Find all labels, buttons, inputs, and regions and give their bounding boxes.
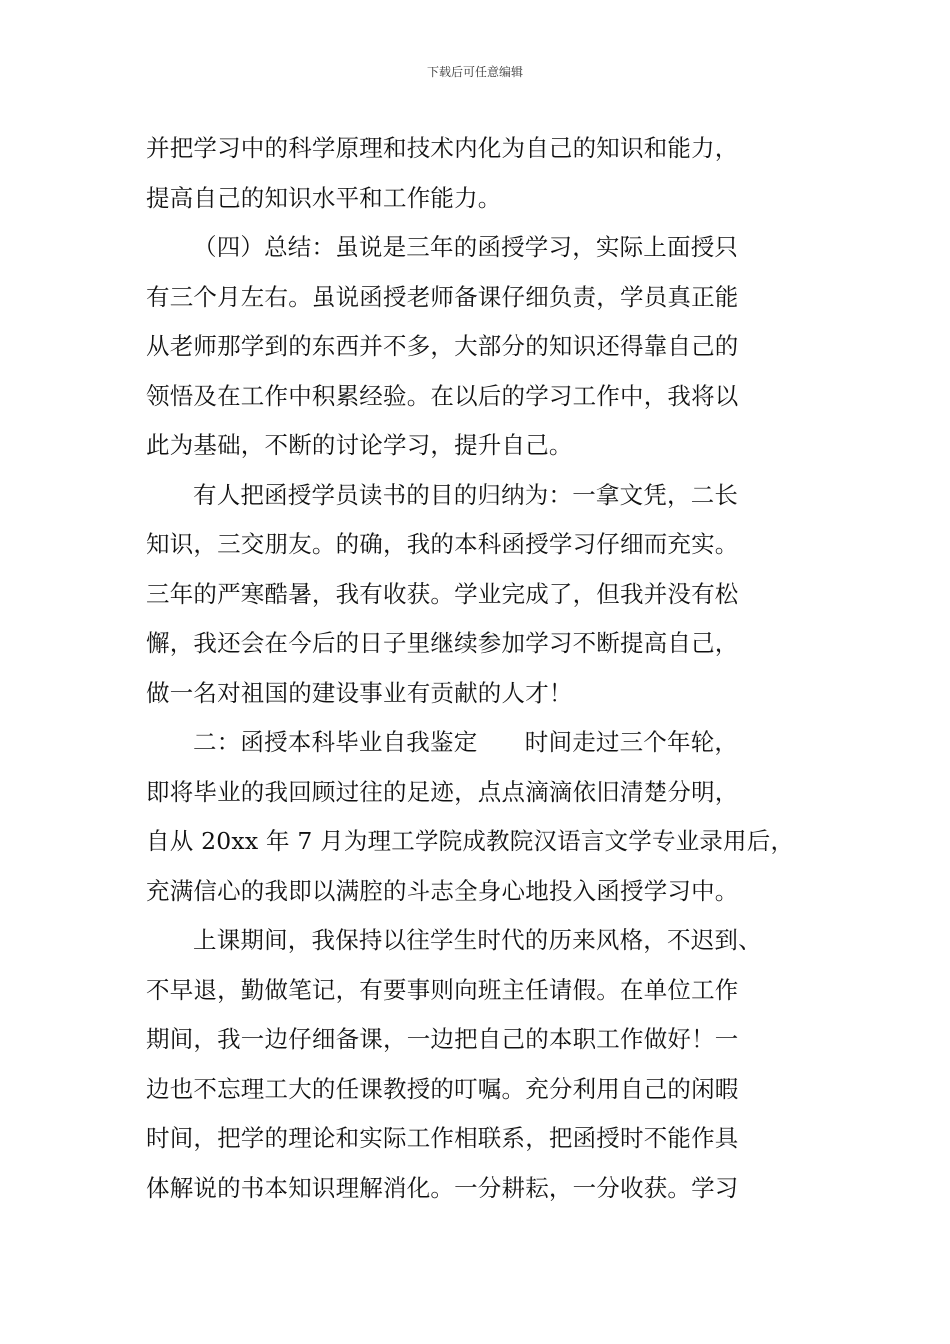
document-body [146,124,826,1213]
text-line: 时间，把学的理论和实际工作相联系，把函授时不能作具 [146,1124,739,1152]
text-line: 二：函授本科毕业自我鉴定 时间走过三个年轮， [193,728,739,756]
text-line: 即将毕业的我回顾过往的足迹，点点滴滴依旧清楚分明， [146,777,739,806]
text-line: 提高自己的知识水平和工作能力。 [146,183,502,212]
text-line: 领悟及在工作中积累经验。在以后的学习工作中，我将以 [146,381,739,410]
text-line: 边也不忘理工大的任课教授的叮嘱。充分利用自己的闲暇 [146,1074,739,1103]
text-line: 并把学习中的科学原理和技术内化为自己的知识和能力， [146,134,739,162]
text-line: 不早退，勤做笔记，有要事则向班主任请假。在单位工作 [146,975,739,1004]
text-line: 知识，三交朋友。的确，我的本科函授学习仔细而充实。 [146,530,739,558]
text-line: 三年的严寒酷暑，我有收获。学业完成了，但我并没有松 [146,579,739,608]
text-line: 从老师那学到的东西并不多，大部分的知识还得靠自己的 [146,332,739,360]
text-line: 体解说的书本知识理解消化。一分耕耘，一分收获。学习 [146,1173,739,1202]
text-line: 做一名对祖国的建设事业有贡献的人才！ [146,678,573,707]
page-header: 下载后可任意编辑 [426,65,523,79]
text-line: 有三个月左右。虽说函授老师备课仔细负责，学员真正能 [146,282,739,311]
text-line: 有人把函授学员读书的目的归纳为：一拿文凭，二长 [193,480,739,509]
text-line: 此为基础，不断的讨论学习，提升自己。 [146,431,573,459]
text-line: 自从 20xx 年 7 月为理工学院成教院汉语言文学专业录用后， [146,827,795,855]
text-line: （四）总结：虽说是三年的函授学习，实际上面授只 [193,233,739,261]
text-line: 充满信心的我即以满腔的斗志全身心地投入函授学习中。 [146,876,739,905]
text-line: 上课期间，我保持以往学生时代的历来风格，不迟到、 [193,926,762,954]
text-line: 懈，我还会在今后的日子里继续参加学习不断提高自己， [146,629,739,657]
text-line: 期间，我一边仔细备课，一边把自己的本职工作做好！一 [146,1025,739,1053]
